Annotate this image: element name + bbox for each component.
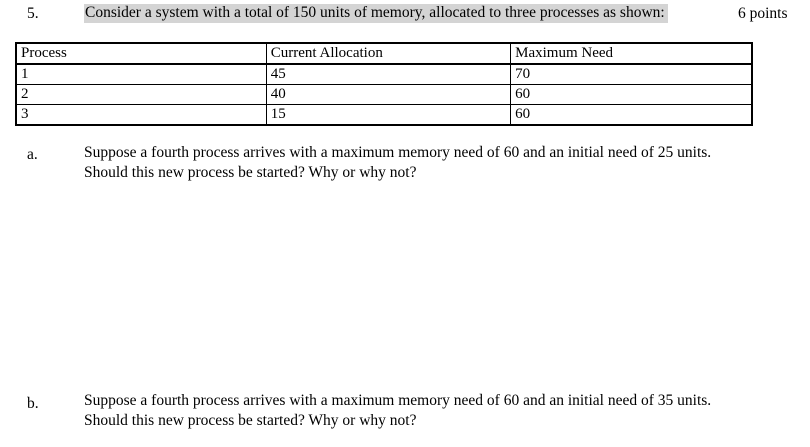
part-b-line-2: Should this new process be started? Why or why not?: [84, 412, 417, 429]
cell-maximum-need: 70: [511, 64, 752, 85]
part-b-line-1: Suppose a fourth process arrives with a maximum memory need of 60 and an initial need of 35 units.: [84, 392, 712, 409]
table-header-row: [16, 43, 752, 64]
cell-process: 1: [16, 64, 266, 85]
table-row: [16, 85, 752, 105]
part-a-line-1: Suppose a fourth process arrives with a maximum memory need of 60 and an initial need of 25 units.: [84, 144, 712, 161]
header-current-allocation: Current Allocation: [266, 43, 510, 64]
cell-current-allocation: 40: [266, 85, 510, 105]
table-row: [16, 64, 752, 85]
cell-maximum-need: 60: [511, 105, 752, 126]
question-points: 6 points: [738, 5, 788, 22]
part-a-line-2: Should this new process be started? Why or why not?: [84, 164, 417, 181]
memory-allocation-table: [15, 42, 753, 126]
cell-process: 3: [16, 105, 266, 126]
part-a-text: [84, 143, 711, 183]
cell-process: 2: [16, 85, 266, 105]
cell-current-allocation: 15: [266, 105, 510, 126]
question-number: 5.: [27, 5, 39, 22]
question-stem-highlighted[interactable]: Consider a system with a total of 150 units of memory, allocated to three processes as shown:: [84, 4, 668, 23]
part-b-text: [84, 391, 711, 431]
part-a-label: a.: [27, 146, 38, 163]
part-b-label: b.: [27, 395, 39, 412]
table-row: [16, 105, 752, 126]
cell-maximum-need: 60: [511, 85, 752, 105]
header-maximum-need: Maximum Need: [511, 43, 752, 64]
header-process: Process: [16, 43, 266, 64]
cell-current-allocation: 45: [266, 64, 510, 85]
